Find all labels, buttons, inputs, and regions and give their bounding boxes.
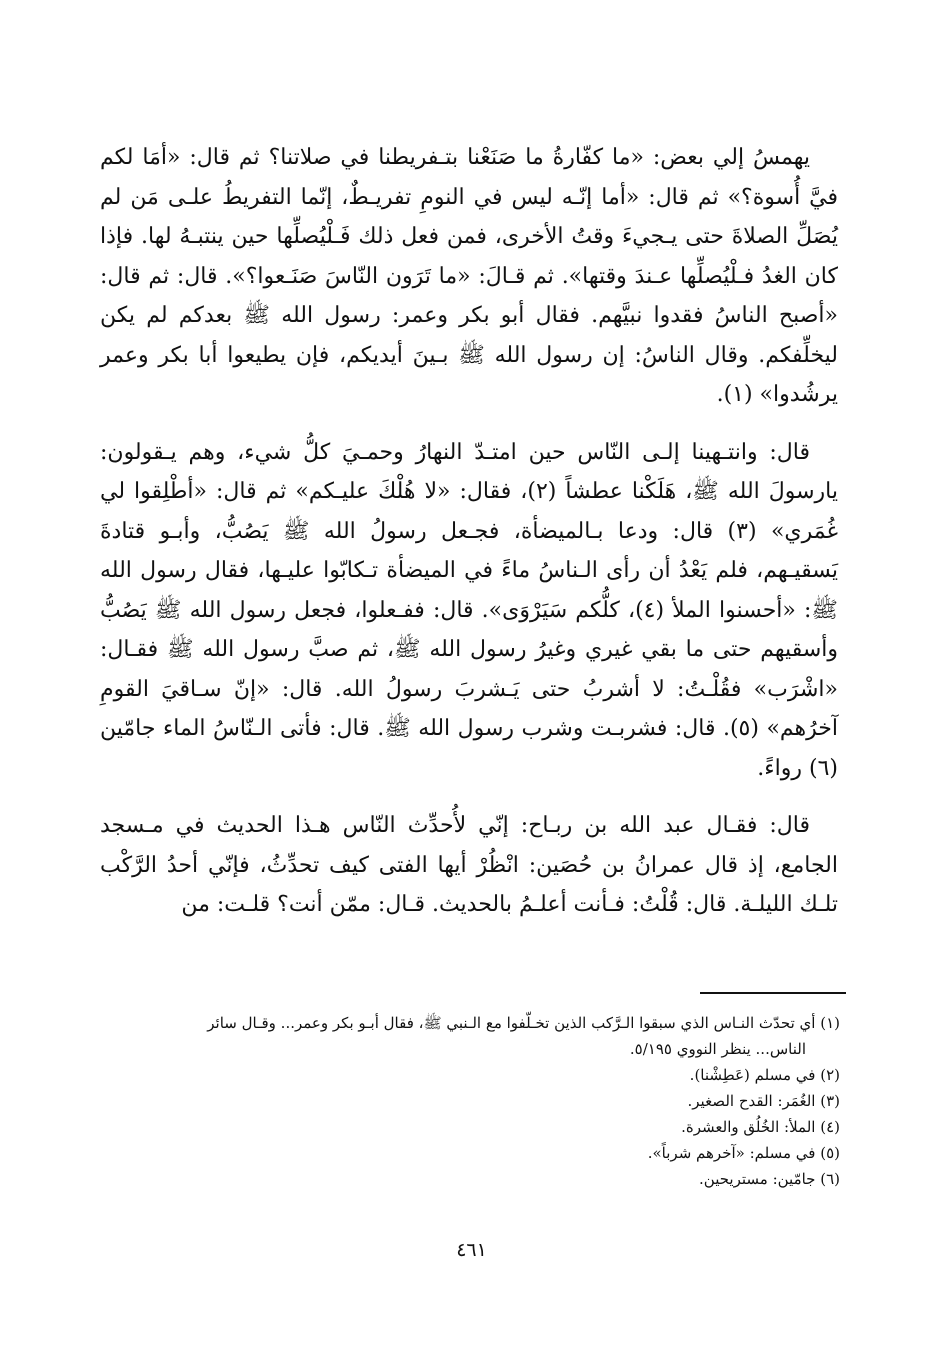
footnote-2: (٢) في مسلم (عَطِشْنا). <box>689 1066 840 1084</box>
footnote-3: (٣) الغُمَر: القدح الصغير. <box>687 1092 840 1110</box>
footnote-6: (٦) جامّين: مستريحين. <box>699 1170 840 1188</box>
footnote-1: (١) أي تحدّث النـاس الذي سبقوا الـرَّكب الذين تخـلّفوا مع الـنبي ﷺ، فقال أبـو بكر وعمر... وقـال سائر <box>207 1014 840 1032</box>
footnotes <box>112 1010 840 1192</box>
paragraph-2: قال: وانتـهينا إلـى النّاس حين امتـدّ النهارُ وحمـيَ كلُّ شيء، وهم يـقولون: يارسولَ الله ﷺ، هَلَكْنا عطشاً (٢)، فقال: «لا هُلْكَ عليـكم» ثم قال: «أطْلِقوا لي غُمَري» (٣) قال: ودعا بـالميضأة، فجـعل رسولُ الله ﷺ يَصُبُّ، وأبـو قتادةَ يَسقيـهم، فلم يَعْدُ أن رأى الـناسُ ماءً في الميضأة تـكابّوا عليـها، فقال رسول الله ﷺ: «أحسنوا الملأ (٤)، كلُّكم سَيَرْوَى». قال: ففـعلوا، فجعل رسول الله ﷺ يَصُبُّ وأسقيهم حتى ما بقي غيري وغيرُ رسول الله ﷺ، ثم صبَّ رسول الله ﷺ فقـال: «اشْرَب» فقُلْـتُ: لا أشربُ حتى يَـشربَ رسولُ الله. قال: «إنّ سـاقيَ القومِ آخرُهم» (٥). قال: فشربـت وشرب رسول الله ﷺ. قال: فأتى الـنّاسُ الماء جامّين (٦) رواءً. <box>100 439 838 781</box>
footnote-1-continuation: الناس... ينظر النووي ٥/١٩٥. <box>629 1040 806 1058</box>
footnote-4: (٤) الملأ: الخُلُق والعشرة. <box>681 1118 840 1136</box>
main-text <box>100 138 838 925</box>
footnote-5: (٥) في مسلم: «آخرهم شرباً». <box>647 1144 840 1162</box>
page-number: ٤٦١ <box>456 1239 487 1261</box>
paragraph-1: يهمسُ إلي بعض: «ما كفّارةُ ما صَنَعْنا بتـفريطنا في صلاتنا؟ ثم قال: «أمَا لكم فيَّ أُسوة؟» ثم قال: «أما إنّـه ليس في النومِ تفريـطٌ، إنّما التفريطُ علـى مَن لم يُصَلِّ الصلاةَ حتى يـجيءَ وقتُ الأخرى، فمن فعل ذلك فَـلْيُصلِّها حين ينتبـهُ لها. فإذا كان الغدُ فـلْيُصلِّها عـندَ وقتها». ثم قـالَ: «ما تَرَون النّاسَ صَنَـعوا؟». قال: ثم قال: «أصبح الناسُ فقدوا نبيَّهم. فقال أبو بكر وعمر: رسول الله ﷺ بعدكم لم يكن ليخلِّفكم. وقال الناسُ: إن رسول الله ﷺ بـينَ أيديكم، فإن يطيعوا أبا بكر وعمر يرشُدوا» (١). <box>100 145 838 407</box>
paragraph-3: قال: فقـال عبد الله بن ربـاح: إنّي لأُحدِّث النّاس هـذا الحديث في مـسجد الجامع، إذ قال عمرانُ بن حُصَين: انْظُرْ أيها الفتى كيف تحدِّثُ، فإنّي أحدُ الرَّكْب تلـك الليلـة. قال: قُلْتُ: فـأنت أعلـمُ بالحديث. قـال: ممّن أنت؟ قلـت: من <box>100 813 838 917</box>
footnote-separator <box>700 992 846 994</box>
